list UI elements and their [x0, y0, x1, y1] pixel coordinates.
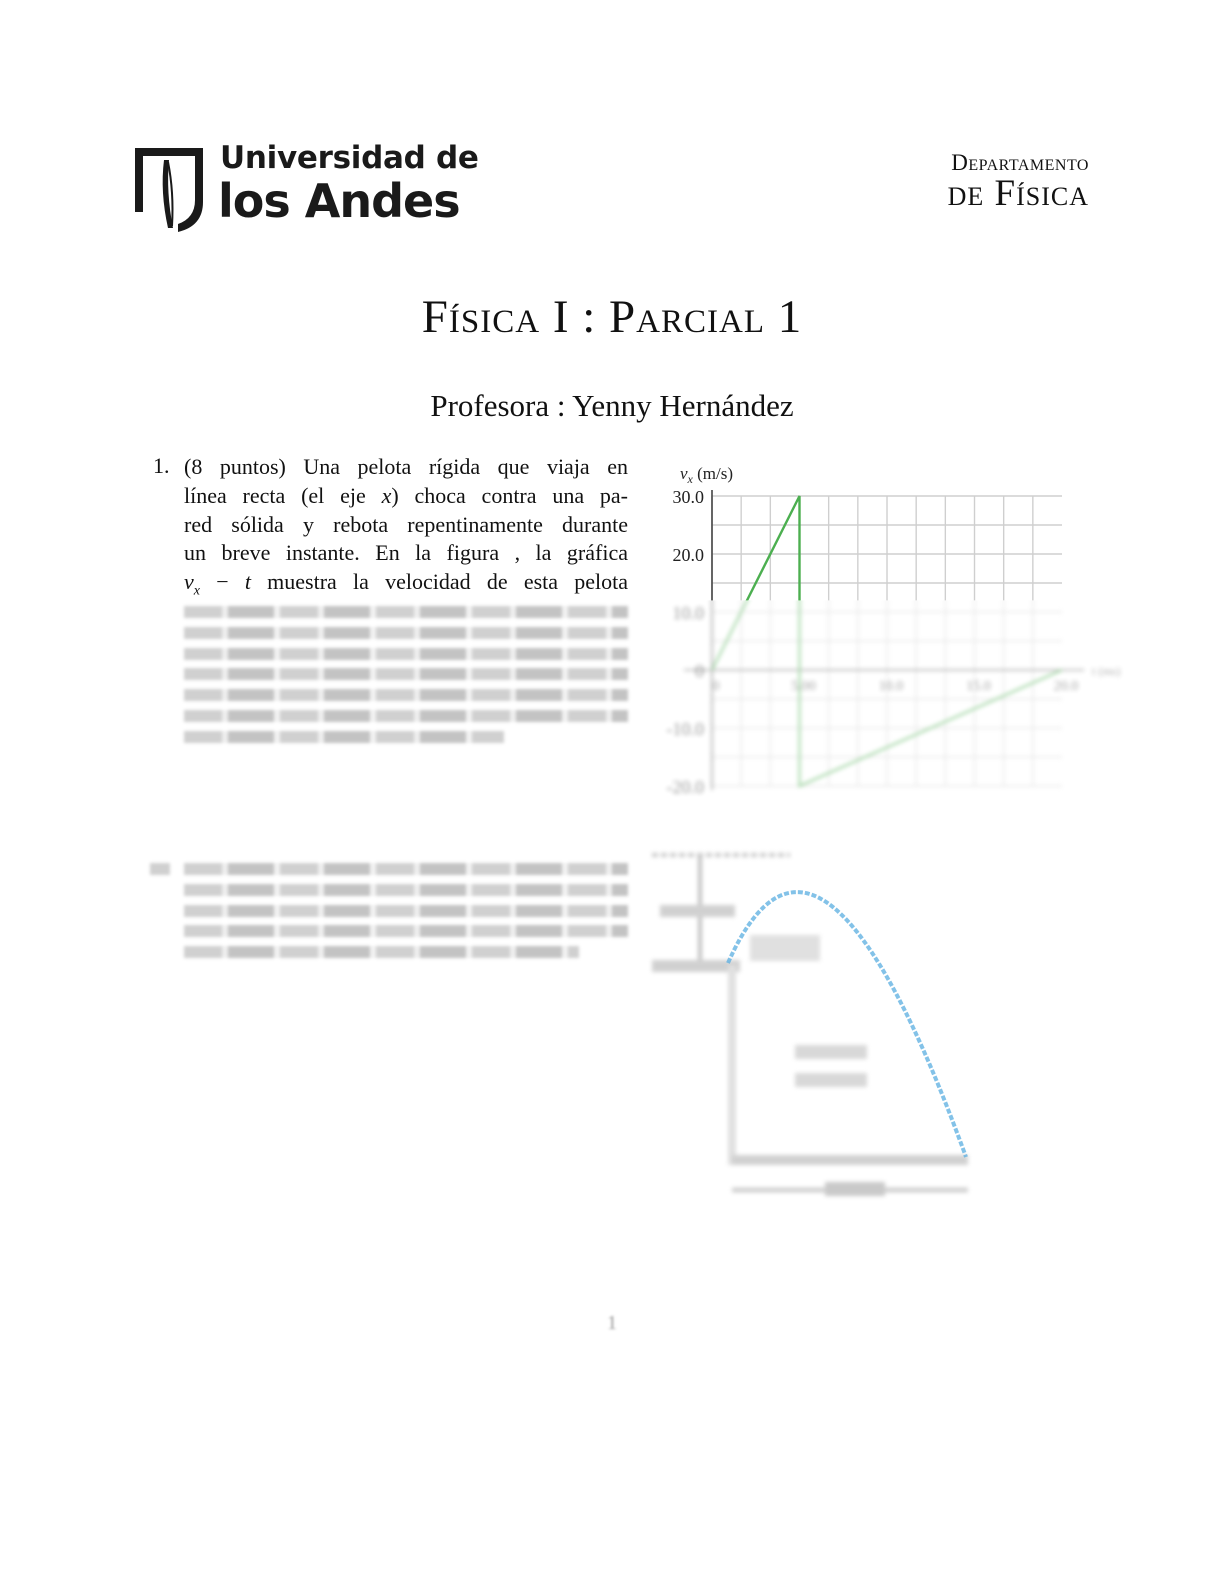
math-var: t	[244, 569, 251, 595]
velocity-time-chart	[640, 455, 1130, 800]
x-tick-label: 5.00	[791, 679, 816, 694]
obscured-line	[184, 884, 628, 896]
text-span: un breve instante. En la figura , la gráfica	[184, 540, 628, 566]
y-tick-label: 0	[695, 661, 704, 681]
math-subscript: x	[193, 583, 200, 599]
text-span: línea recta (el eje	[184, 482, 382, 508]
math-var: v	[184, 569, 194, 595]
chart-obscured-region	[684, 490, 1084, 790]
height-label	[660, 905, 735, 917]
text-span: ) choca contra una pa-	[391, 482, 628, 508]
obscured-line	[184, 731, 504, 743]
chart-legible-region	[684, 490, 1084, 790]
obscured-line	[184, 905, 628, 917]
problem-1-text	[184, 453, 628, 606]
y-tick-label: -10.0	[666, 719, 704, 739]
obscured-line	[184, 648, 628, 660]
department-name	[948, 150, 1089, 212]
problem-2-number	[150, 855, 172, 884]
professor-name: Profesora : Yenny Hernández	[430, 388, 794, 423]
y-tick-label: 10.0	[672, 603, 704, 623]
obscured-line	[184, 925, 628, 937]
obscured-line	[184, 689, 628, 701]
y-tick-label: 30.0	[672, 487, 704, 507]
obscured-line	[184, 668, 628, 680]
x-tick-label: 15.0	[966, 679, 991, 694]
text-span: −	[199, 569, 245, 595]
y-axis-label-unit: (m/s)	[692, 464, 734, 483]
problem-1-line	[184, 539, 628, 568]
logo-text-line1: Universidad de	[220, 140, 479, 176]
wall-label-line2	[795, 1073, 867, 1087]
obscured-line	[184, 606, 628, 618]
obscured-line	[184, 710, 628, 722]
document-title: Física I : Parcial 1	[421, 291, 803, 343]
y-axis-label-var: v	[680, 464, 688, 483]
problem-1-line	[184, 511, 628, 540]
problem-2-obscured-text	[184, 855, 628, 967]
width-label	[825, 1182, 885, 1196]
trajectory-curve	[728, 892, 966, 1157]
angle-label	[750, 935, 820, 961]
diagram-svg	[640, 845, 1000, 1225]
ground	[732, 1155, 968, 1165]
y-tick-label: -20.0	[666, 777, 704, 797]
obscured-line	[184, 627, 628, 639]
department-line2: de Física	[947, 173, 1089, 214]
logo-text-line2: los Andes	[218, 174, 460, 228]
problem-1-obscured-text	[184, 598, 628, 752]
problem-1-line	[184, 453, 628, 482]
shield-icon	[130, 142, 208, 234]
text-span: red sólida y rebota repentinamente durante	[184, 511, 628, 537]
text-span: (8 puntos) Una pelota rígida que viaja en	[184, 454, 628, 479]
y-axis-label	[680, 464, 733, 486]
x-tick-label: 10.0	[878, 679, 904, 694]
page-number: 1	[607, 1312, 617, 1334]
obscured-line	[184, 946, 579, 958]
y-axis-label-sub: x	[687, 472, 693, 486]
diagram-annotations	[652, 855, 968, 1196]
wall-label-line1	[795, 1045, 867, 1059]
text-span: muestra la velocidad de esta pelota	[250, 569, 628, 595]
problem-1-number: 1.	[153, 453, 170, 478]
projectile-diagram	[640, 845, 1000, 1225]
problem-1-line	[184, 482, 628, 511]
university-logo	[130, 140, 479, 235]
department-line1: Departamento	[951, 150, 1089, 175]
x-tick-label: 0	[712, 679, 720, 694]
chart-svg	[640, 455, 1130, 800]
obscured-line	[184, 863, 628, 875]
math-var: x	[381, 482, 392, 508]
y-tick-label: 20.0	[672, 545, 704, 565]
x-tick-label: 20.0	[1053, 679, 1079, 694]
wall-left	[728, 965, 736, 1165]
x-axis-label: t (ms)	[1092, 664, 1121, 678]
obscured-number	[150, 863, 170, 875]
